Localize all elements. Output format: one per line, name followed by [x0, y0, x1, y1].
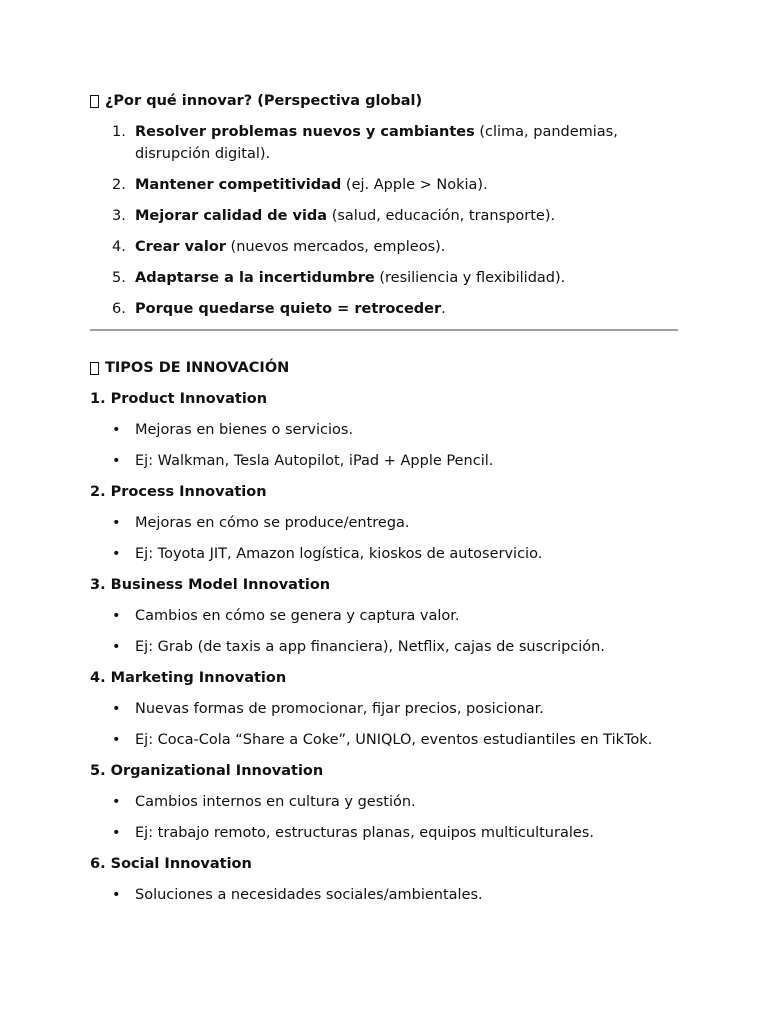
reason-item — [90, 267, 678, 289]
reason-bold: Resolver problemas nuevos y cambiantes — [135, 124, 475, 140]
bullet-text: Ej: trabajo remoto, estructuras planas, equipos multiculturales. — [135, 825, 594, 841]
bullet-text: Cambios en cómo se genera y captura valor. — [135, 608, 460, 624]
reason-item — [90, 298, 678, 320]
bullet-item — [90, 419, 678, 441]
bullet-text: Mejoras en cómo se produce/entrega. — [135, 515, 410, 531]
bullet-text: Cambios internos en cultura y gestión. — [135, 794, 416, 810]
reasons-list — [90, 121, 678, 320]
bullet-glyph: • — [112, 701, 121, 717]
reason-detail: (clima, pandemias, disrupción digital). — [135, 124, 618, 162]
bullet-glyph: • — [112, 453, 121, 469]
bullet-item — [90, 543, 678, 565]
bullet-item — [90, 605, 678, 627]
unrendered-emoji-box-icon — [90, 95, 99, 108]
type-bullets-organizational — [90, 791, 678, 844]
reason-number: 3. — [112, 208, 126, 224]
bullet-text: Ej: Grab (de taxis a app financiera), Netflix, cajas de suscripción. — [135, 639, 605, 655]
section-why-title-text: ¿Por qué innovar? (Perspectiva global) — [105, 93, 423, 109]
type-bullets-process — [90, 512, 678, 565]
reason-number: 6. — [112, 301, 126, 317]
bullet-glyph: • — [112, 546, 121, 562]
unrendered-emoji-box-icon — [90, 362, 99, 375]
reason-bold: Mejorar calidad de vida — [135, 208, 328, 224]
bullet-item — [90, 822, 678, 844]
reason-bold: Mantener competitividad — [135, 177, 342, 193]
bullet-text: Mejoras en bienes o servicios. — [135, 422, 354, 438]
type-bullets-product — [90, 419, 678, 472]
type-heading-product: 1. Product Innovation — [90, 391, 268, 407]
reason-item — [90, 174, 678, 196]
reason-detail: (nuevos mercados, empleos). — [225, 239, 446, 255]
section-why-title — [90, 90, 678, 112]
reason-item — [90, 236, 678, 258]
reason-item — [90, 121, 678, 165]
bullet-text: Soluciones a necesidades sociales/ambientales. — [135, 887, 483, 903]
bullet-glyph: • — [112, 825, 121, 841]
bullet-glyph: • — [112, 794, 121, 810]
type-bullets-business-model — [90, 605, 678, 658]
bullet-item — [90, 512, 678, 534]
bullet-item — [90, 729, 678, 751]
reason-bold: Adaptarse a la incertidumbre — [135, 270, 375, 286]
reason-bold: Porque quedarse quieto = retroceder — [135, 301, 442, 317]
bullet-item — [90, 698, 678, 720]
type-heading-business-model: 3. Business Model Innovation — [90, 577, 331, 593]
section-types-title — [90, 357, 678, 379]
bullet-glyph: • — [112, 639, 121, 655]
horizontal-divider — [90, 329, 678, 331]
reason-detail: (ej. Apple > Nokia). — [341, 177, 488, 193]
document-page — [90, 90, 678, 915]
bullet-glyph: • — [112, 608, 121, 624]
bullet-item — [90, 884, 678, 906]
bullet-text: Ej: Walkman, Tesla Autopilot, iPad + Apple Pencil. — [135, 453, 494, 469]
section-types-title-text: TIPOS DE INNOVACIÓN — [105, 360, 290, 376]
reason-number: 2. — [112, 177, 126, 193]
reason-detail: (salud, educación, transporte). — [327, 208, 556, 224]
bullet-glyph: • — [112, 732, 121, 748]
bullet-text: Nuevas formas de promocionar, fijar precios, posicionar. — [135, 701, 544, 717]
reason-number: 5. — [112, 270, 126, 286]
reason-bold: Crear valor — [135, 239, 226, 255]
reason-detail: . — [441, 301, 446, 317]
type-heading-process: 2. Process Innovation — [90, 484, 267, 500]
reason-detail: (resiliencia y flexibilidad). — [374, 270, 566, 286]
type-bullets-marketing — [90, 698, 678, 751]
type-bullets-social — [90, 884, 678, 906]
type-heading-marketing: 4. Marketing Innovation — [90, 670, 287, 686]
bullet-glyph: • — [112, 515, 121, 531]
bullet-glyph: • — [112, 887, 121, 903]
bullet-item — [90, 636, 678, 658]
reason-item — [90, 205, 678, 227]
bullet-item — [90, 791, 678, 813]
bullet-text: Ej: Toyota JIT, Amazon logística, kioskos de autoservicio. — [135, 546, 543, 562]
bullet-glyph: • — [112, 422, 121, 438]
type-heading-organizational: 5. Organizational Innovation — [90, 763, 324, 779]
bullet-item — [90, 450, 678, 472]
reason-number: 1. — [112, 124, 126, 140]
type-heading-social: 6. Social Innovation — [90, 856, 252, 872]
bullet-text: Ej: Coca-Cola “Share a Coke”, UNIQLO, eventos estudiantiles en TikTok. — [135, 732, 653, 748]
reason-number: 4. — [112, 239, 126, 255]
